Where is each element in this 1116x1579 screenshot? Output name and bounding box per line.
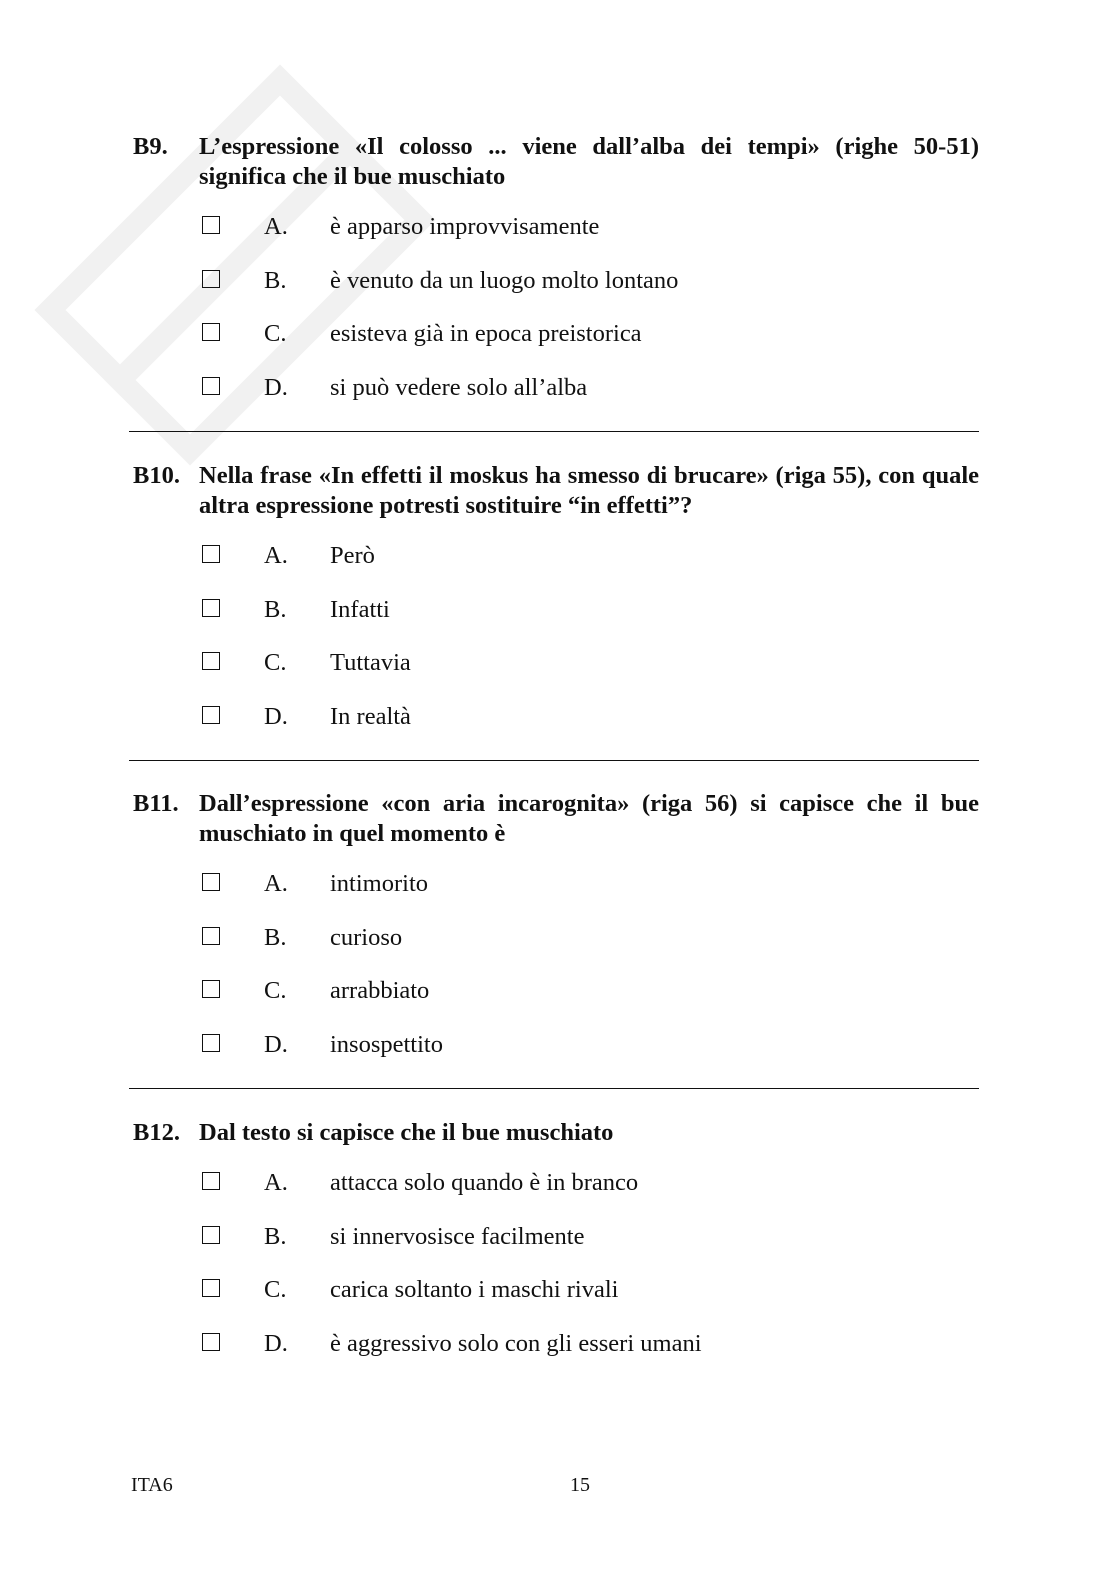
- answer-option-b: [133, 923, 979, 977]
- option-text: arrabbiato: [330, 977, 430, 1004]
- question-header: [133, 461, 979, 521]
- answer-option-a: [133, 1168, 979, 1222]
- option-text: attacca solo quando è in branco: [330, 1169, 639, 1196]
- answer-option-d: [133, 1030, 979, 1084]
- answer-option-a: [133, 212, 979, 266]
- option-text: curioso: [330, 923, 403, 951]
- answer-options: [133, 1168, 979, 1382]
- question-number: B9.: [133, 133, 168, 160]
- divider: [129, 431, 979, 432]
- divider: [129, 1088, 979, 1089]
- option-text: esisteva già in epoca preistorica: [330, 320, 642, 347]
- question-b9: [133, 132, 979, 426]
- question-header: [133, 1118, 979, 1148]
- question-text: Dal testo si capisce che il bue muschiato: [199, 1119, 614, 1146]
- option-text: Infatti: [330, 595, 390, 623]
- option-letter: C.: [264, 977, 287, 1004]
- checkbox[interactable]: [202, 927, 220, 945]
- checkbox[interactable]: [202, 652, 220, 670]
- question-b10: [133, 461, 979, 755]
- option-text: intimorito: [330, 870, 428, 897]
- option-letter: A.: [264, 870, 288, 897]
- answer-option-b: [133, 266, 979, 320]
- answer-options: [133, 869, 979, 1083]
- answer-option-b: [133, 595, 979, 649]
- option-letter: B.: [264, 266, 287, 294]
- option-text: Però: [330, 542, 375, 569]
- option-letter: D.: [264, 1329, 288, 1357]
- answer-option-d: [133, 1329, 979, 1383]
- option-letter: C.: [264, 1276, 287, 1303]
- answer-options: [133, 541, 979, 755]
- checkbox[interactable]: [202, 599, 220, 617]
- option-text: In realtà: [330, 702, 411, 730]
- answer-option-d: [133, 702, 979, 756]
- footer-code: ITA6: [131, 1474, 173, 1496]
- option-letter: B.: [264, 595, 287, 623]
- divider: [129, 760, 979, 761]
- answer-option-a: [133, 541, 979, 595]
- option-text: si innervosisce facilmente: [330, 1222, 585, 1250]
- answer-option-b: [133, 1222, 979, 1276]
- option-text: carica soltanto i maschi rivali: [330, 1276, 619, 1303]
- checkbox[interactable]: [202, 1333, 220, 1351]
- option-letter: A.: [264, 1169, 288, 1196]
- option-letter: C.: [264, 649, 287, 676]
- option-text: è aggressivo solo con gli esseri umani: [330, 1329, 702, 1357]
- checkbox[interactable]: [202, 1034, 220, 1052]
- question-text: L’espressione «Il colosso ... viene dall’alba dei tempi» (righe 50-51) significa che il bue muschiato: [199, 133, 979, 190]
- option-text: si può vedere solo all’alba: [330, 373, 588, 401]
- option-letter: D.: [264, 1030, 288, 1058]
- answer-option-d: [133, 373, 979, 427]
- question-number: B12.: [133, 1119, 180, 1146]
- checkbox[interactable]: [202, 706, 220, 724]
- question-text: Dall’espressione «con aria incarognita» (riga 56) si capisce che il bue muschiato in quel momento è: [199, 790, 979, 847]
- answer-options: [133, 212, 979, 426]
- option-letter: B.: [264, 923, 287, 951]
- question-header: [133, 132, 979, 192]
- option-text: Tuttavia: [330, 649, 411, 676]
- question-number: B11.: [133, 790, 179, 817]
- question-number: B10.: [133, 462, 180, 489]
- page-number: 15: [570, 1474, 590, 1496]
- option-text: insospettito: [330, 1030, 443, 1058]
- answer-option-c: [133, 976, 979, 1030]
- checkbox[interactable]: [202, 1172, 220, 1190]
- answer-option-a: [133, 869, 979, 923]
- checkbox[interactable]: [202, 270, 220, 288]
- checkbox[interactable]: [202, 980, 220, 998]
- option-text: è venuto da un luogo molto lontano: [330, 266, 679, 294]
- option-letter: B.: [264, 1222, 287, 1250]
- checkbox[interactable]: [202, 377, 220, 395]
- option-letter: A.: [264, 542, 288, 569]
- option-letter: D.: [264, 702, 288, 730]
- option-text: è apparso improvvisamente: [330, 213, 600, 240]
- question-b12: [133, 1118, 979, 1382]
- option-letter: D.: [264, 373, 288, 401]
- question-text: Nella frase «In effetti il moskus ha smesso di brucare» (riga 55), con quale altra espressione potresti sostituire “in effetti”?: [199, 462, 979, 519]
- checkbox[interactable]: [202, 216, 220, 234]
- checkbox[interactable]: [202, 873, 220, 891]
- checkbox[interactable]: [202, 1279, 220, 1297]
- answer-option-c: [133, 1275, 979, 1329]
- checkbox[interactable]: [202, 545, 220, 563]
- checkbox[interactable]: [202, 1226, 220, 1244]
- question-b11: [133, 789, 979, 1083]
- option-letter: A.: [264, 213, 288, 240]
- answer-option-c: [133, 319, 979, 373]
- option-letter: C.: [264, 320, 287, 347]
- answer-option-c: [133, 648, 979, 702]
- question-header: [133, 789, 979, 849]
- checkbox[interactable]: [202, 323, 220, 341]
